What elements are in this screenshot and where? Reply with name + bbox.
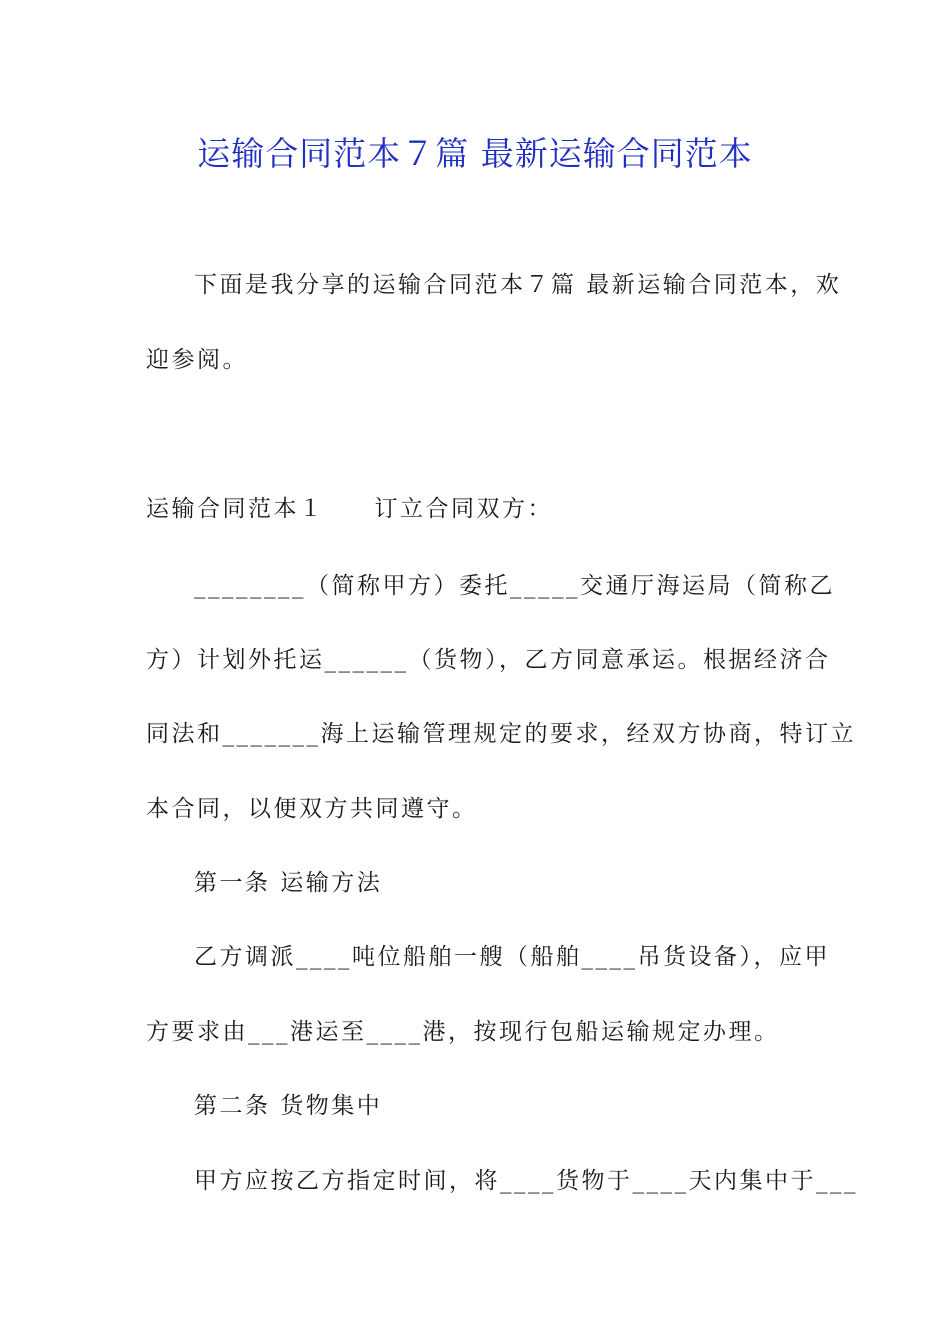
article-2-line-1: 甲方应按乙方指定时间，将____货物于____天内集中于___ [194,1168,858,1194]
body-line-2: 方）计划外托运______（货物），乙方同意承运。根据经济合 [146,647,831,673]
document-title: 运输合同范本７篇 最新运输合同范本 [197,134,753,173]
article-1-heading: 第一条 运输方法 [194,870,383,896]
body-line-3: 同法和_______海上运输管理规定的要求，经双方协商，特订立 [146,721,856,747]
section-label: 运输合同范本１ [146,496,325,522]
body-line-1: ________（简称甲方）委托_____交通厅海运局（简称乙 [194,573,835,599]
article-2-heading: 第二条 货物集中 [194,1093,383,1119]
article-1-line-1: 乙方调派____吨位船舶一艘（船舶____吊货设备），应甲 [194,944,830,970]
intro-line-2: 迎参阅。 [146,347,248,373]
intro-line-1: 下面是我分享的运输合同范本７篇 最新运输合同范本，欢 [194,272,842,298]
body-line-4: 本合同，以便双方共同遵守。 [146,796,478,822]
article-1-line-2: 方要求由___港运至____港，按现行包船运输规定办理。 [146,1019,780,1045]
section-heading-1 [0,494,950,524]
parties-label: 订立合同双方： [374,496,553,522]
